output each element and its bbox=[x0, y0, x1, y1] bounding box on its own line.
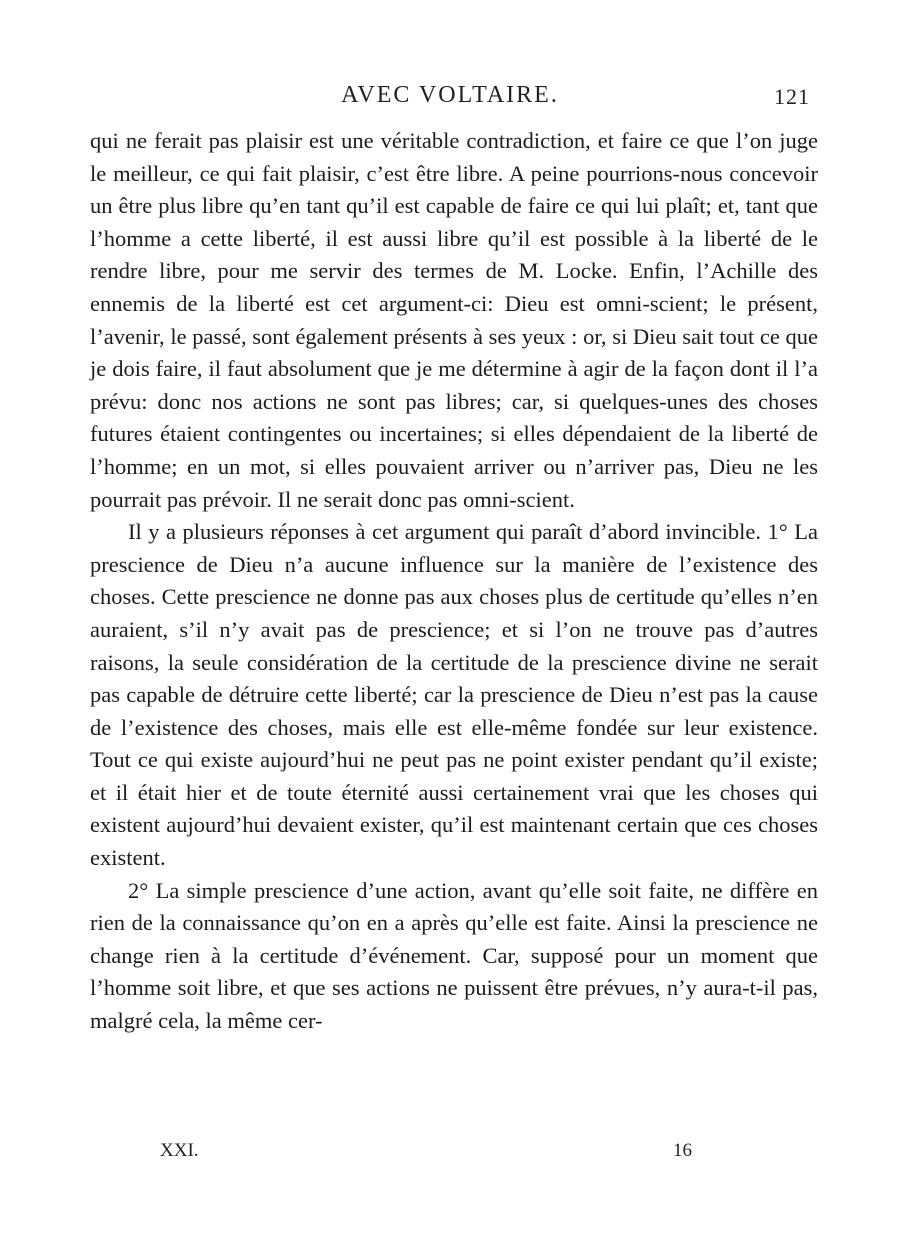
body-text bbox=[90, 125, 818, 1038]
paragraph-3: 2° La simple prescience d’une action, avant qu’elle soit faite, ne diffère en rien de la connaissance qu’on en a après qu’elle est faite. Ainsi la prescience ne change rien à la certitude d’événement. Car, supposé pour un moment que l’homme soit libre, et que ses actions ne puissent être prévues, n’y aura-t-il pas, malgré cela, la même cer- bbox=[90, 877, 818, 1034]
paragraph-1: qui ne ferait pas plaisir est une véritable contradiction, et faire ce que l’on juge le meilleur, ce qui fait plaisir, c’est être libre. A peine pourrions-nous concevoir un être plus libre qu’en tant qu’il est capable de faire ce qui lui plaît; et, tant que l’homme a cette liberté, il est aussi libre qu’il est possible à la liberté de le rendre libre, pour me servir des termes de M. Locke. Enfin, l’Achille des ennemis de la liberté est cet argument-ci: Dieu est omni-scient; le présent, l’avenir, le passé, sont également présents à ses yeux : or, si Dieu sait tout ce que je dois faire, il faut absolument que je me détermine à agir de la façon dont il l’a prévu: donc nos actions ne sont pas libres; car, si quelques-unes des choses futures étaient contingentes ou incertaines; si elles dépendaient de la liberté de l’homme; en un mot, si elles pouvaient arriver ou n’arriver pas, Dieu ne les pourrait pas prévoir. Il ne serait donc pas omni-scient. bbox=[90, 128, 818, 512]
paragraph-2: Il y a plusieurs réponses à cet argument qui paraît d’abord invincible. 1° La prescience de Dieu n’a aucune influence sur la manière de l’existence des choses. Cette prescience ne donne pas aux choses plus de certitude qu’elles n’en auraient, s’il n’y avait pas de prescience; et si l’on ne trouve pas d’autres raisons, la seule considération de la certitude de la prescience divine ne serait pas capable de détruire cette liberté; car la prescience de Dieu n’est pas la cause de l’existence des choses, mais elle est elle-même fondée sur leur existence. Tout ce qui existe aujourd’hui ne peut pas ne point exister pendant qu’il existe; et il était hier et de toute éternité aussi certainement vrai que les choses qui existent aujourd’hui devaient exister, qu’il est maintenant certain que ces choses existent. bbox=[90, 519, 818, 871]
sheet-number: 16 bbox=[673, 1140, 692, 1161]
running-title: AVEC VOLTAIRE. bbox=[341, 82, 559, 108]
running-head bbox=[0, 82, 900, 112]
signature-mark: XXI. bbox=[160, 1140, 199, 1161]
page-number: 121 bbox=[774, 84, 810, 109]
page-footer bbox=[0, 1140, 900, 1170]
